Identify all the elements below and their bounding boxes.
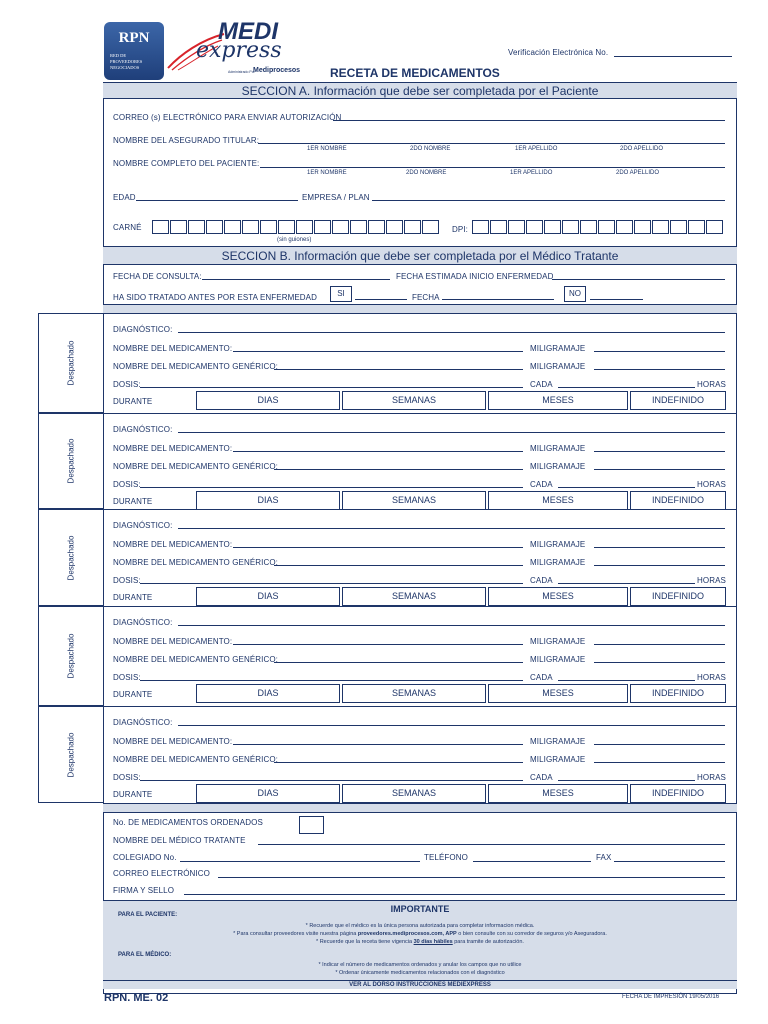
patient-note-3 — [103, 939, 737, 945]
weeks-box[interactable]: SEMANAS — [342, 587, 486, 606]
insured-second-surname-hint: 2DO APELLIDO — [620, 146, 664, 152]
generic-label: NOMBRE DEL MEDICAMENTO GENÉRICO: — [113, 362, 278, 371]
hours-label: HORAS — [697, 380, 726, 389]
doctor-heading: PARA EL MÉDICO: — [118, 952, 172, 958]
brand-admin-name: Mediprocesos — [253, 67, 301, 74]
generic-milligrams-label: MILIGRAMAJE — [530, 558, 586, 567]
registration-label: COLEGIADO No. — [113, 853, 177, 862]
hours-label: HORAS — [697, 673, 726, 682]
rpn-logo — [104, 22, 164, 80]
section-b-separator — [103, 304, 737, 314]
card-number-cell[interactable] — [224, 220, 241, 234]
onset-date-label: FECHA ESTIMADA INICIO ENFERMEDAD — [396, 272, 554, 281]
dpi-number-cell[interactable] — [526, 220, 543, 234]
weeks-box[interactable]: SEMANAS — [342, 684, 486, 703]
treated-yes-field[interactable] — [355, 299, 407, 300]
dpi-number-cell[interactable] — [490, 220, 507, 234]
fax-label: FAX — [596, 853, 612, 862]
dpi-number-cell[interactable] — [598, 220, 615, 234]
diagnosis-field[interactable] — [178, 625, 725, 626]
rpn-logo-line2: PROVEEDORES — [110, 59, 143, 64]
insured-first-name-hint: 1ER NOMBRE — [307, 146, 347, 152]
dose-label: DOSIS: — [113, 480, 141, 489]
section-a-header — [103, 82, 737, 99]
medication-field[interactable] — [233, 451, 523, 452]
dispensed-label: Despachado — [66, 340, 76, 386]
duration-label: DURANTE — [113, 593, 153, 602]
medication-field[interactable] — [233, 547, 523, 548]
onset-date-field[interactable] — [552, 279, 725, 280]
company-plan-field[interactable] — [372, 200, 725, 201]
prescription-divider — [38, 706, 737, 707]
dose-label: DOSIS: — [113, 380, 141, 389]
dpi-number-cell[interactable] — [652, 220, 669, 234]
milligrams-label: MILIGRAMAJE — [530, 637, 586, 646]
milligrams-field[interactable] — [594, 351, 725, 352]
indefinite-box[interactable]: INDEFINIDO — [630, 391, 726, 410]
treated-date-field[interactable] — [442, 299, 554, 300]
dispensed-column[interactable] — [38, 413, 103, 509]
months-box[interactable]: MESES — [488, 491, 628, 510]
dispensed-label: Despachado — [66, 438, 76, 484]
dose-label: DOSIS: — [113, 673, 141, 682]
patient-label: NOMBRE COMPLETO DEL PACIENTE: — [113, 159, 260, 168]
generic-field[interactable] — [274, 469, 523, 470]
months-box[interactable]: MESES — [488, 684, 628, 703]
every-field[interactable] — [558, 487, 695, 488]
milligrams-label: MILIGRAMAJE — [530, 540, 586, 549]
phone-label: TELÉFONO — [424, 853, 468, 862]
medication-field[interactable] — [233, 644, 523, 645]
dpi-number-cell[interactable] — [688, 220, 705, 234]
dpi-number-cell[interactable] — [670, 220, 687, 234]
generic-label: NOMBRE DEL MEDICAMENTO GENÉRICO: — [113, 462, 278, 471]
patient-heading: PARA EL PACIENTE: — [118, 912, 178, 918]
card-hint: (sin guiones) — [277, 237, 312, 243]
prescription-divider — [38, 413, 737, 414]
diagnosis-label: DIAGNÓSTICO: — [113, 425, 173, 434]
doctor-email-label: CORREO ELECTRÓNICO — [113, 869, 210, 878]
generic-field[interactable] — [274, 662, 523, 663]
every-label: CADA — [530, 576, 553, 585]
treated-date-label: FECHA — [412, 293, 440, 302]
fax-field[interactable] — [614, 861, 725, 862]
diagnosis-label: DIAGNÓSTICO: — [113, 521, 173, 530]
diagnosis-label: DIAGNÓSTICO: — [113, 718, 173, 727]
patient-note-3-a: * Recuerde que la receta tiene vigencia — [316, 939, 414, 945]
card-number-cell[interactable] — [242, 220, 259, 234]
medication-label: NOMBRE DEL MEDICAMENTO: — [113, 637, 233, 646]
important-box — [103, 900, 737, 989]
card-label: CARNÉ — [113, 223, 142, 232]
diagnosis-field[interactable] — [178, 528, 725, 529]
patient-note-2-a: * Para consultar proveedores visite nuestra página — [233, 931, 358, 937]
card-number-cell[interactable] — [188, 220, 205, 234]
indefinite-box[interactable]: INDEFINIDO — [630, 684, 726, 703]
every-label: CADA — [530, 480, 553, 489]
generic-milligrams-field[interactable] — [594, 565, 725, 566]
doctor-name-field[interactable] — [258, 844, 725, 845]
mediexpress-logo — [166, 18, 316, 82]
insured-name-field[interactable] — [258, 143, 725, 144]
medication-field[interactable] — [233, 351, 523, 352]
back-instructions-note: VER AL DORSO INSTRUCCIONES MEDIEXPRESS — [103, 980, 737, 988]
patient-note-3-c: para tramite de autorización. — [452, 939, 524, 945]
brand-medi: MEDI — [218, 18, 278, 45]
medication-label: NOMBRE DEL MEDICAMENTO: — [113, 540, 233, 549]
doctor-name-label: NOMBRE DEL MÉDICO TRATANTE — [113, 836, 246, 845]
validity-period: 30 días hábiles — [413, 939, 453, 945]
medication-field[interactable] — [233, 744, 523, 745]
every-field[interactable] — [558, 680, 695, 681]
dpi-number-cell[interactable] — [706, 220, 723, 234]
rpn-logo-title: RPN — [118, 30, 150, 46]
rpn-logo-line3: NEGOCIADOS — [110, 65, 140, 70]
card-number-boxes[interactable] — [152, 220, 442, 234]
provider-site-link[interactable]: proveedores.mediprocesos.com, APP — [357, 931, 457, 937]
generic-milligrams-label: MILIGRAMAJE — [530, 462, 586, 471]
dose-label: DOSIS: — [113, 576, 141, 585]
doc-title: RECETA DE MEDICAMENTOS — [330, 66, 500, 80]
age-label: EDAD — [113, 193, 136, 202]
months-box[interactable]: MESES — [488, 587, 628, 606]
card-number-cell[interactable] — [332, 220, 349, 234]
treated-no-field[interactable] — [590, 299, 643, 300]
hours-label: HORAS — [697, 576, 726, 585]
days-box[interactable]: DIAS — [196, 391, 340, 410]
diagnosis-label: DIAGNÓSTICO: — [113, 325, 173, 334]
indefinite-box[interactable]: INDEFINIDO — [630, 784, 726, 803]
every-label: CADA — [530, 773, 553, 782]
duration-label: DURANTE — [113, 790, 153, 799]
weeks-box[interactable]: SEMANAS — [342, 784, 486, 803]
dpi-number-cell[interactable] — [472, 220, 489, 234]
insured-first-surname-hint: 1ER APELLIDO — [515, 146, 558, 152]
diagnosis-field[interactable] — [178, 725, 725, 726]
every-label: CADA — [530, 380, 553, 389]
every-field[interactable] — [558, 583, 695, 584]
patient-note-2 — [103, 931, 737, 937]
registration-field[interactable] — [180, 861, 420, 862]
phone-field[interactable] — [473, 861, 591, 862]
section-a-title: SECCION A. Información que debe ser completada por el Paciente — [241, 84, 599, 98]
dispensed-column[interactable] — [38, 706, 103, 803]
treated-yes-box[interactable]: SI — [330, 286, 352, 302]
generic-label: NOMBRE DEL MEDICAMENTO GENÉRICO: — [113, 755, 278, 764]
dispensed-label: Despachado — [66, 732, 76, 777]
milligrams-field[interactable] — [594, 744, 725, 745]
card-number-cell[interactable] — [260, 220, 277, 234]
generic-milligrams-label: MILIGRAMAJE — [530, 655, 586, 664]
important-title: IMPORTANTE — [390, 904, 450, 914]
card-number-cell[interactable] — [296, 220, 313, 234]
weeks-box[interactable]: SEMANAS — [342, 491, 486, 510]
card-number-cell[interactable] — [314, 220, 331, 234]
brand-express: express — [196, 38, 282, 63]
dpi-number-boxes[interactable] — [472, 220, 730, 234]
hours-label: HORAS — [697, 480, 726, 489]
dose-field[interactable] — [140, 583, 523, 584]
generic-milligrams-field[interactable] — [594, 762, 725, 763]
patient-note-2-c: o bien consulte con su corredor de seguros y/o Aseguradora. — [456, 931, 607, 937]
prescription-divider — [38, 509, 737, 510]
card-number-cell[interactable] — [206, 220, 223, 234]
every-field[interactable] — [558, 387, 695, 388]
dose-label: DOSIS: — [113, 773, 141, 782]
card-number-cell[interactable] — [170, 220, 187, 234]
generic-field[interactable] — [274, 369, 523, 370]
generic-label: NOMBRE DEL MEDICAMENTO GENÉRICO: — [113, 558, 278, 567]
email-label: CORREO (s) ELECTRÓNICO PARA ENVIAR AUTORIZACIÓN — [113, 113, 342, 122]
patient-note-1: * Recuerde que el médico es la única persona autorizada para completar informacion médica. — [305, 923, 535, 929]
duration-label: DURANTE — [113, 397, 153, 406]
insured-label: NOMBRE DEL ASEGURADO TITULAR: — [113, 136, 260, 145]
dpi-number-cell[interactable] — [508, 220, 525, 234]
prescription-divider — [38, 606, 737, 607]
months-box[interactable]: MESES — [488, 391, 628, 410]
doctor-note-1: * Indicar el número de medicamentos ordenados y anular los campos que no utilice — [318, 962, 522, 968]
dose-field[interactable] — [140, 487, 523, 488]
med-count-box[interactable] — [299, 816, 324, 834]
treated-no-box[interactable]: NO — [564, 286, 586, 302]
auth-email-field[interactable] — [333, 120, 725, 121]
consult-date-field[interactable] — [202, 279, 390, 280]
card-number-cell[interactable] — [278, 220, 295, 234]
generic-field[interactable] — [274, 565, 523, 566]
diagnosis-field[interactable] — [178, 432, 725, 433]
milligrams-label: MILIGRAMAJE — [530, 344, 586, 353]
dpi-number-cell[interactable] — [562, 220, 579, 234]
dpi-number-cell[interactable] — [544, 220, 561, 234]
every-field[interactable] — [558, 780, 695, 781]
dispensed-column[interactable] — [38, 606, 103, 706]
age-field[interactable] — [136, 200, 298, 201]
dispensed-label: Despachado — [66, 535, 76, 580]
milligrams-label: MILIGRAMAJE — [530, 444, 586, 453]
doctor-email-field[interactable] — [218, 877, 725, 878]
milligrams-field[interactable] — [594, 451, 725, 452]
patient-second-name-hint: 2DO NOMBRE — [406, 170, 447, 176]
indefinite-box[interactable]: INDEFINIDO — [630, 491, 726, 510]
days-box[interactable]: DIAS — [196, 784, 340, 803]
doctor-note-2: * Ordenar únicamente medicamentos relacionados con el diagnóstico — [335, 970, 505, 976]
consult-date-label: FECHA DE CONSULTA: — [113, 272, 202, 281]
card-number-cell[interactable] — [368, 220, 385, 234]
dose-field[interactable] — [140, 387, 523, 388]
signature-label: FIRMA Y SELLO — [113, 886, 175, 895]
generic-milligrams-field[interactable] — [594, 469, 725, 470]
months-box[interactable]: MESES — [488, 784, 628, 803]
days-box[interactable]: DIAS — [196, 684, 340, 703]
milligrams-label: MILIGRAMAJE — [530, 737, 586, 746]
rpn-logo-line1: RED DE — [110, 53, 127, 58]
generic-label: NOMBRE DEL MEDICAMENTO GENÉRICO: — [113, 655, 278, 664]
company-label: EMPRESA / PLAN — [302, 193, 370, 202]
generic-milligrams-label: MILIGRAMAJE — [530, 362, 586, 371]
patient-second-surname-hint: 2DO APELLIDO — [616, 170, 660, 176]
dose-field[interactable] — [140, 680, 523, 681]
generic-milligrams-field[interactable] — [594, 369, 725, 370]
footer-separator — [103, 803, 737, 813]
dispensed-column[interactable] — [38, 313, 103, 413]
medication-label: NOMBRE DEL MEDICAMENTO: — [113, 444, 233, 453]
form-code: RPN. ME. 02 — [104, 992, 169, 1004]
weeks-box[interactable]: SEMANAS — [342, 391, 486, 410]
days-box[interactable]: DIAS — [196, 587, 340, 606]
medication-label: NOMBRE DEL MEDICAMENTO: — [113, 344, 233, 353]
med-count-label: No. DE MEDICAMENTOS ORDENADOS — [113, 818, 263, 827]
generic-milligrams-field[interactable] — [594, 662, 725, 663]
dispensed-column[interactable] — [38, 509, 103, 606]
medication-label: NOMBRE DEL MEDICAMENTO: — [113, 737, 233, 746]
dpi-number-cell[interactable] — [634, 220, 651, 234]
section-b-title: SECCION B. Información que debe ser completada por el Médico Tratante — [221, 249, 619, 263]
patient-first-name-hint: 1ER NOMBRE — [307, 170, 347, 176]
verification-number-field[interactable] — [614, 56, 732, 57]
hours-label: HORAS — [697, 773, 726, 782]
card-number-cell[interactable] — [404, 220, 421, 234]
days-box[interactable]: DIAS — [196, 491, 340, 510]
insured-second-name-hint: 2DO NOMBRE — [410, 146, 451, 152]
patient-name-field[interactable] — [260, 167, 725, 168]
indefinite-box[interactable]: INDEFINIDO — [630, 587, 726, 606]
duration-label: DURANTE — [113, 690, 153, 699]
patient-first-surname-hint: 1ER APELLIDO — [510, 170, 553, 176]
duration-label: DURANTE — [113, 497, 153, 506]
generic-milligrams-label: MILIGRAMAJE — [530, 755, 586, 764]
card-number-cell[interactable] — [152, 220, 169, 234]
milligrams-field[interactable] — [594, 547, 725, 548]
diagnosis-field[interactable] — [178, 332, 725, 333]
dose-field[interactable] — [140, 780, 523, 781]
form-frame — [103, 82, 737, 994]
dpi-number-cell[interactable] — [580, 220, 597, 234]
signature-field[interactable] — [184, 894, 725, 895]
verification-label: Verificación Electrónica No. — [508, 48, 609, 57]
section-b-header — [103, 246, 737, 265]
milligrams-field[interactable] — [594, 644, 725, 645]
generic-field[interactable] — [274, 762, 523, 763]
card-number-cell[interactable] — [422, 220, 439, 234]
every-label: CADA — [530, 673, 553, 682]
print-date: FECHA DE IMPRESIÓN 19/05/2016 — [622, 994, 720, 1000]
treated-before-label: HA SIDO TRATADO ANTES POR ESTA ENFERMEDAD — [113, 293, 317, 302]
brand-admin-prefix: Administrado Por — [228, 70, 255, 74]
dpi-number-cell[interactable] — [616, 220, 633, 234]
diagnosis-label: DIAGNÓSTICO: — [113, 618, 173, 627]
dispensed-label: Despachado — [66, 633, 76, 679]
card-number-cell[interactable] — [386, 220, 403, 234]
dpi-label: DPI: — [452, 225, 468, 234]
card-number-cell[interactable] — [350, 220, 367, 234]
